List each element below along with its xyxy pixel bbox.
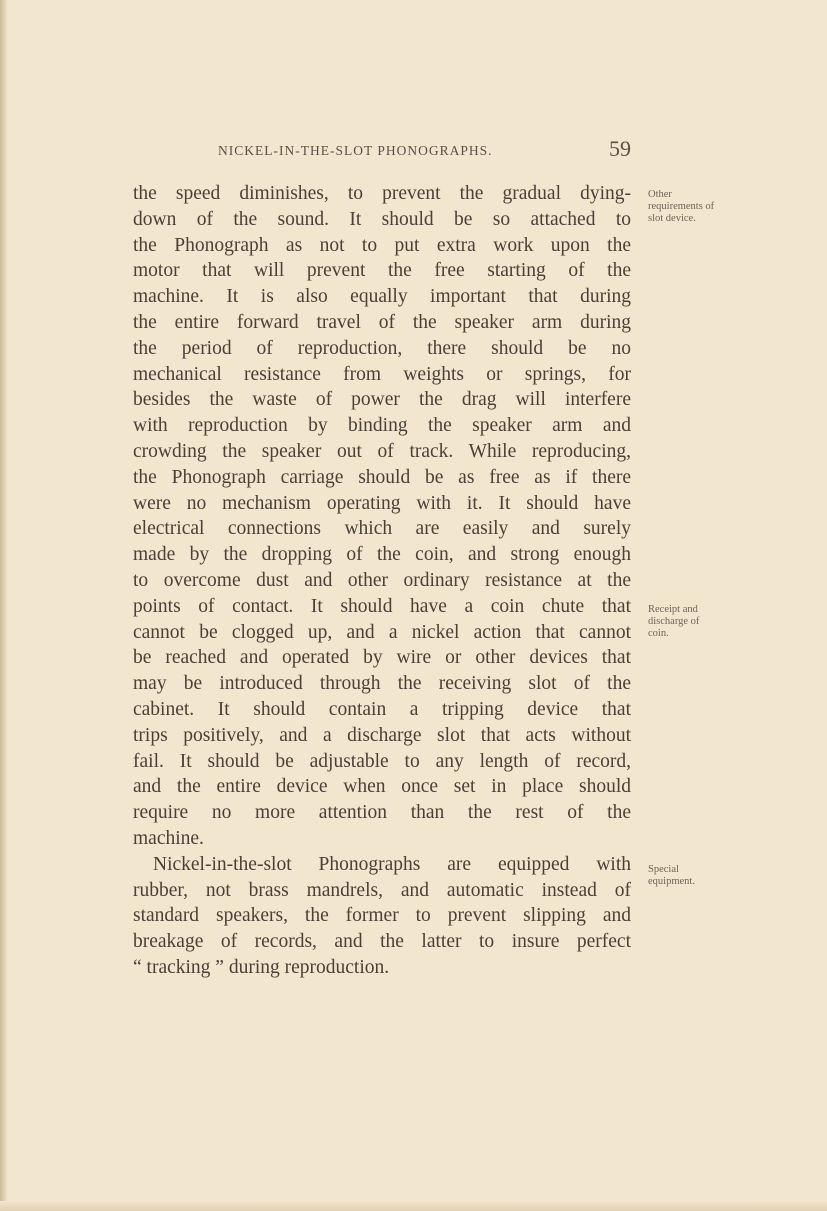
- text-line: fail. It should be adjustable to any length of record,: [133, 750, 631, 772]
- text-line: mechanical resistance from weights or springs, for: [133, 363, 631, 385]
- running-title: NICKEL-IN-THE-SLOT PHONOGRAPHS.: [218, 143, 493, 158]
- text-line: require no more attention than the rest of the: [133, 802, 631, 824]
- margin-note-line: Special: [648, 864, 679, 875]
- text-line: machine.: [133, 827, 204, 849]
- text-line: machine. It is also equally important that during: [133, 286, 631, 308]
- text-line: crowding the speaker out of track. While reproducing,: [133, 440, 631, 462]
- text-line: be reached and operated by wire or other devices that: [133, 647, 631, 669]
- text-line: electrical connections which are easily and surely: [133, 518, 631, 540]
- text-line: to overcome dust and other ordinary resistance at the: [133, 569, 631, 591]
- text-line: motor that will prevent the free starting of the: [133, 260, 631, 282]
- margin-note-line: requirements of: [648, 201, 715, 212]
- text-line: down of the sound. It should be so attached to: [133, 208, 631, 230]
- text-line: trips positively, and a discharge slot that acts without: [133, 724, 631, 746]
- text-line: the period of reproduction, there should be no: [133, 337, 631, 359]
- text-line: “ tracking ” during reproduction.: [133, 956, 390, 978]
- text-line: Nickel-in-the-slot Phonographs are equipped with: [153, 853, 631, 875]
- text-line: points of contact. It should have a coin chute that: [133, 595, 631, 617]
- page-binding-edge: [0, 0, 8, 1211]
- text-line: cannot be clogged up, and a nickel action that cannot: [133, 621, 631, 643]
- page-number: 59: [609, 136, 631, 161]
- margin-note-line: Other: [648, 189, 672, 200]
- margin-note-line: discharge of: [648, 616, 700, 627]
- margin-note-line: Receipt and: [648, 604, 698, 615]
- text-line: standard speakers, the former to prevent slipping and: [133, 905, 631, 927]
- margin-note-line: equipment.: [648, 876, 695, 887]
- text-line: breakage of records, and the latter to insure perfect: [133, 931, 631, 953]
- body-text: [133, 181, 631, 981]
- margin-note-receipt-discharge: [648, 604, 699, 640]
- text-line: with reproduction by binding the speaker arm and: [133, 415, 631, 437]
- text-line: the Phonograph as not to put extra work upon the: [133, 234, 631, 256]
- text-line: may be introduced through the receiving slot of the: [133, 673, 631, 695]
- text-line: cabinet. It should contain a tripping device that: [133, 698, 631, 720]
- text-line: and the entire device when once set in place should: [133, 776, 631, 798]
- text-line: made by the dropping of the coin, and strong enough: [133, 544, 631, 566]
- text-line: the entire forward travel of the speaker arm during: [133, 311, 631, 333]
- text-line: besides the waste of power the drag will interfere: [133, 389, 631, 411]
- margin-note-line: slot device.: [648, 213, 696, 224]
- text-line: the Phonograph carriage should be as free as if there: [133, 466, 631, 488]
- margin-note-special-equipment: [648, 864, 695, 888]
- text-line: rubber, not brass mandrels, and automatic instead of: [133, 879, 631, 901]
- margin-note-line: coin.: [648, 628, 669, 639]
- margin-note-other-requirements: [648, 189, 714, 225]
- text-line: were no mechanism operating with it. It should have: [133, 492, 631, 514]
- page-bottom-edge: [0, 1201, 827, 1211]
- text-line: the speed diminishes, to prevent the gradual dying-: [133, 183, 631, 204]
